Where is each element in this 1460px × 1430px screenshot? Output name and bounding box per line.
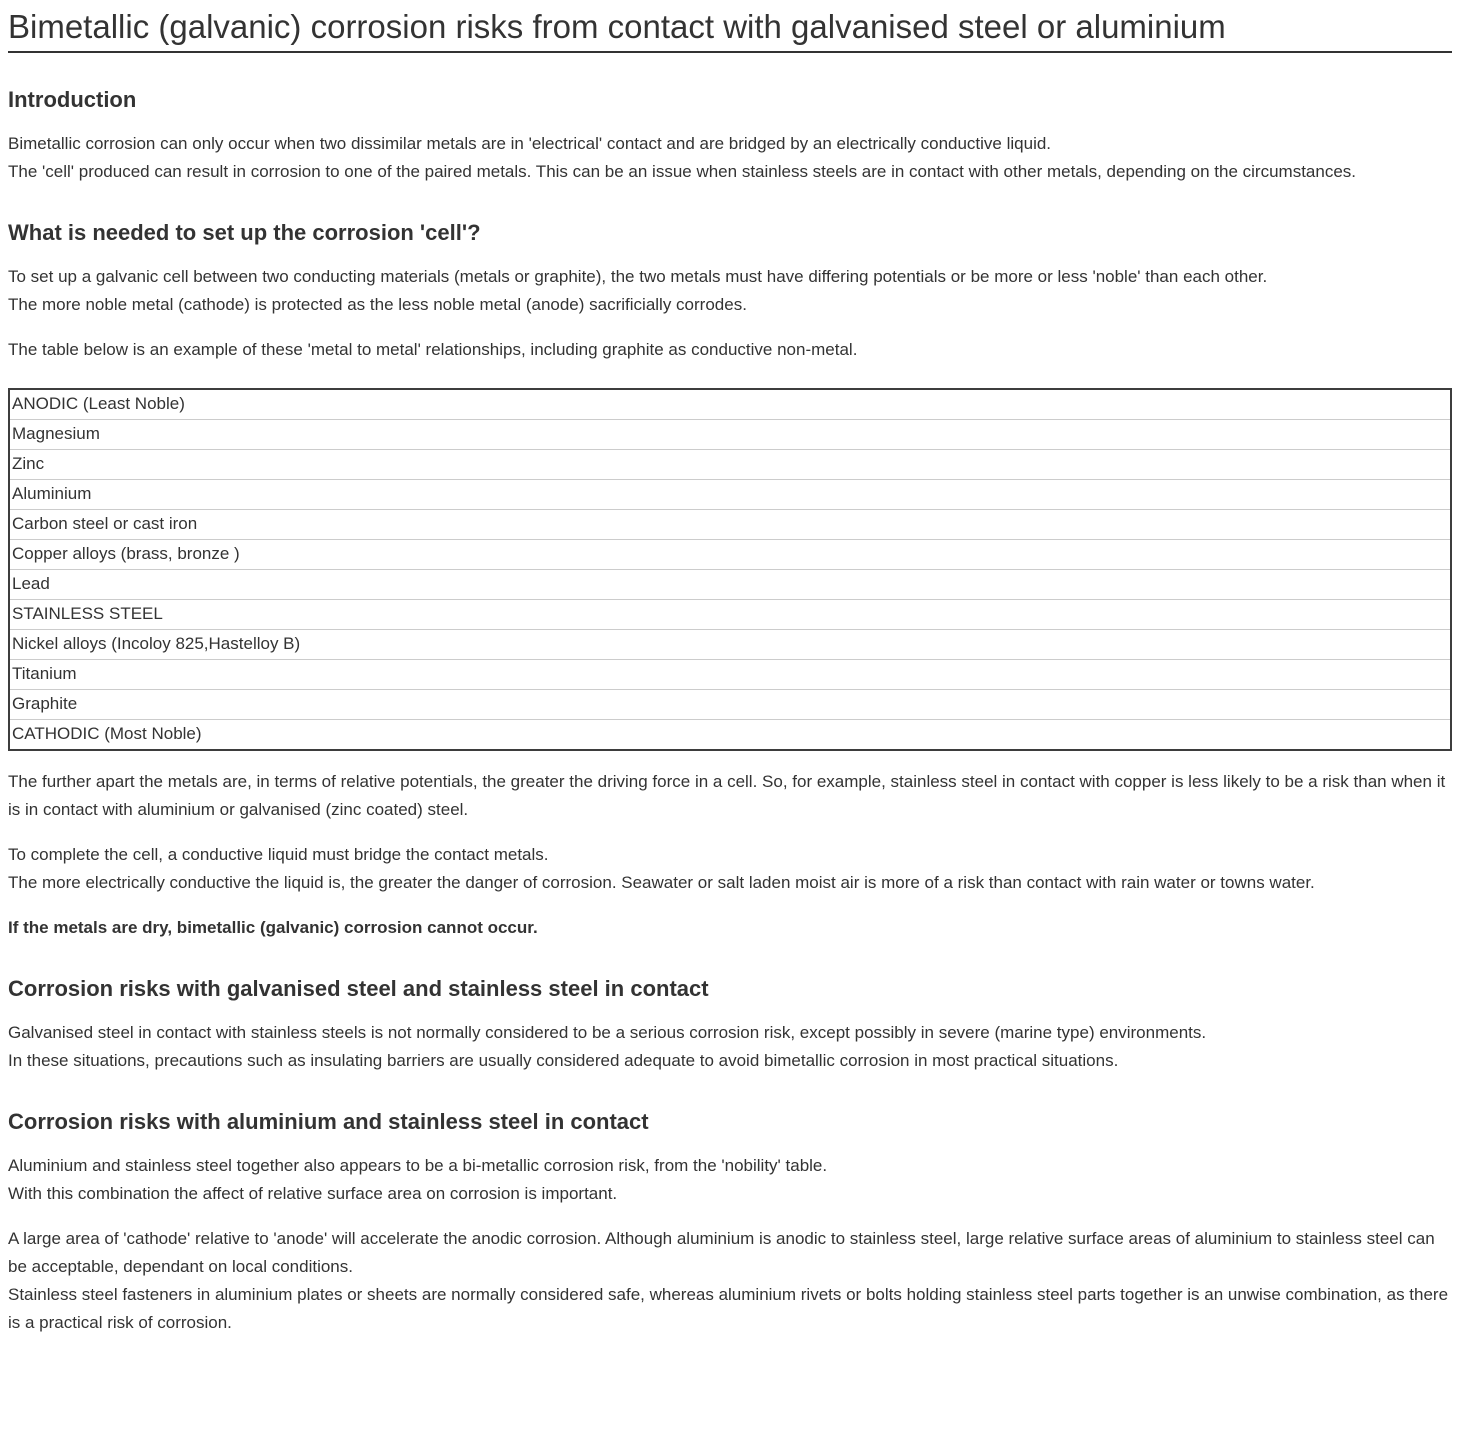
dry-metals-note: If the metals are dry, bimetallic (galvanic) corrosion cannot occur. <box>8 918 538 937</box>
heading-cell-setup: What is needed to set up the corrosion 'cell'? <box>8 220 481 245</box>
table-row-cathodic <box>9 720 1451 751</box>
table-cell: Carbon steel or cast iron <box>9 510 1451 540</box>
page-title: Bimetallic (galvanic) corrosion risks from contact with galvanised steel or aluminium <box>8 8 1452 53</box>
paragraph-aluminium-risk <box>8 1152 1452 1208</box>
paragraph-line: Galvanised steel in contact with stainless steels is not normally considered to be a serious corrosion risk, except possibly in severe (marine type) environments. <box>8 1023 1207 1042</box>
table-cell: CATHODIC (Most Noble) <box>12 724 202 743</box>
paragraph-table-intro: The table below is an example of these 'metal to metal' relationships, including graphite as conductive non-metal. <box>8 340 858 359</box>
table-cell: Nickel alloys (Incoloy 825,Hastelloy B) <box>9 630 1451 660</box>
paragraph-surface-area <box>8 1225 1452 1337</box>
heading-galvanised-steel: Corrosion risks with galvanised steel and stainless steel in contact <box>8 976 709 1001</box>
table-row-anodic <box>9 389 1451 420</box>
paragraph-line: The 'cell' produced can result in corrosion to one of the paired metals. This can be an issue when stainless steels are in contact with other metals, depending on the circumstances. <box>8 162 1357 181</box>
paragraph-line: Aluminium and stainless steel together also appears to be a bi-metallic corrosion risk, from the 'nobility' table. <box>8 1156 828 1175</box>
paragraph-line: To set up a galvanic cell between two conducting materials (metals or graphite), the two metals must have differing potentials or be more or less 'noble' than each other. <box>8 267 1268 286</box>
paragraph-cell-setup <box>8 263 1452 319</box>
paragraph-line: Stainless steel fasteners in aluminium plates or sheets are normally considered safe, whereas aluminium rivets or bolts holding stainless steel parts together is an unwise combination, as there is a practical risk of corrosion. <box>8 1285 1449 1332</box>
paragraph-introduction <box>8 130 1452 186</box>
table-cell: Magnesium <box>9 420 1451 450</box>
heading-aluminium: Corrosion risks with aluminium and stainless steel in contact <box>8 1109 649 1134</box>
table-cell: Lead <box>9 570 1451 600</box>
table-row-nickel-alloys <box>9 630 1451 660</box>
heading-introduction: Introduction <box>8 87 137 112</box>
paragraph-line: The more electrically conductive the liquid is, the greater the danger of corrosion. Seawater or salt laden moist air is more of a risk than contact with rain water or towns water. <box>8 873 1315 892</box>
table-cell: STAINLESS STEEL <box>9 600 1451 630</box>
paragraph-line: To complete the cell, a conductive liquid must bridge the contact metals. <box>8 845 549 864</box>
article <box>8 8 1452 1337</box>
table-row-magnesium <box>9 420 1451 450</box>
table-cell: Copper alloys (brass, bronze ) <box>9 540 1451 570</box>
paragraph-line: Bimetallic corrosion can only occur when two dissimilar metals are in 'electrical' contact and are bridged by an electrically conductive liquid. <box>8 134 1052 153</box>
paragraph-line: The more noble metal (cathode) is protected as the less noble metal (anode) sacrificially corrodes. <box>8 295 747 314</box>
table-cell: Titanium <box>9 660 1451 690</box>
paragraph-potentials: The further apart the metals are, in terms of relative potentials, the greater the driving force in a cell. So, for example, stainless steel in contact with copper is less likely to be a risk than when it is in contact with aluminium or galvanised (zinc coated) steel. <box>8 772 1446 819</box>
table-cell: ANODIC (Least Noble) <box>9 389 1451 420</box>
paragraph-galvanised-steel <box>8 1019 1452 1075</box>
paragraph-line: In these situations, precautions such as insulating barriers are usually considered adequate to avoid bimetallic corrosion in most practical situations. <box>8 1051 1119 1070</box>
paragraph-line: With this combination the affect of relative surface area on corrosion is important. <box>8 1184 618 1203</box>
table-row-titanium <box>9 660 1451 690</box>
table-cell: Aluminium <box>9 480 1451 510</box>
table-row-carbon-steel <box>9 510 1451 540</box>
table-row-lead <box>9 570 1451 600</box>
table-row-zinc <box>9 450 1451 480</box>
table-row-aluminium <box>9 480 1451 510</box>
table-cell: Graphite <box>9 690 1451 720</box>
galvanic-series-table <box>8 388 1452 751</box>
table-row-graphite <box>9 690 1451 720</box>
table-row-stainless-steel <box>9 600 1451 630</box>
table-row-copper-alloys <box>9 540 1451 570</box>
paragraph-conductive-liquid <box>8 841 1452 897</box>
table-cell: Zinc <box>9 450 1451 480</box>
paragraph-line: A large area of 'cathode' relative to 'anode' will accelerate the anodic corrosion. Although aluminium is anodic to stainless steel, large relative surface areas of aluminium to stainless steel can be acceptable, dependant on local conditions. <box>8 1229 1435 1276</box>
